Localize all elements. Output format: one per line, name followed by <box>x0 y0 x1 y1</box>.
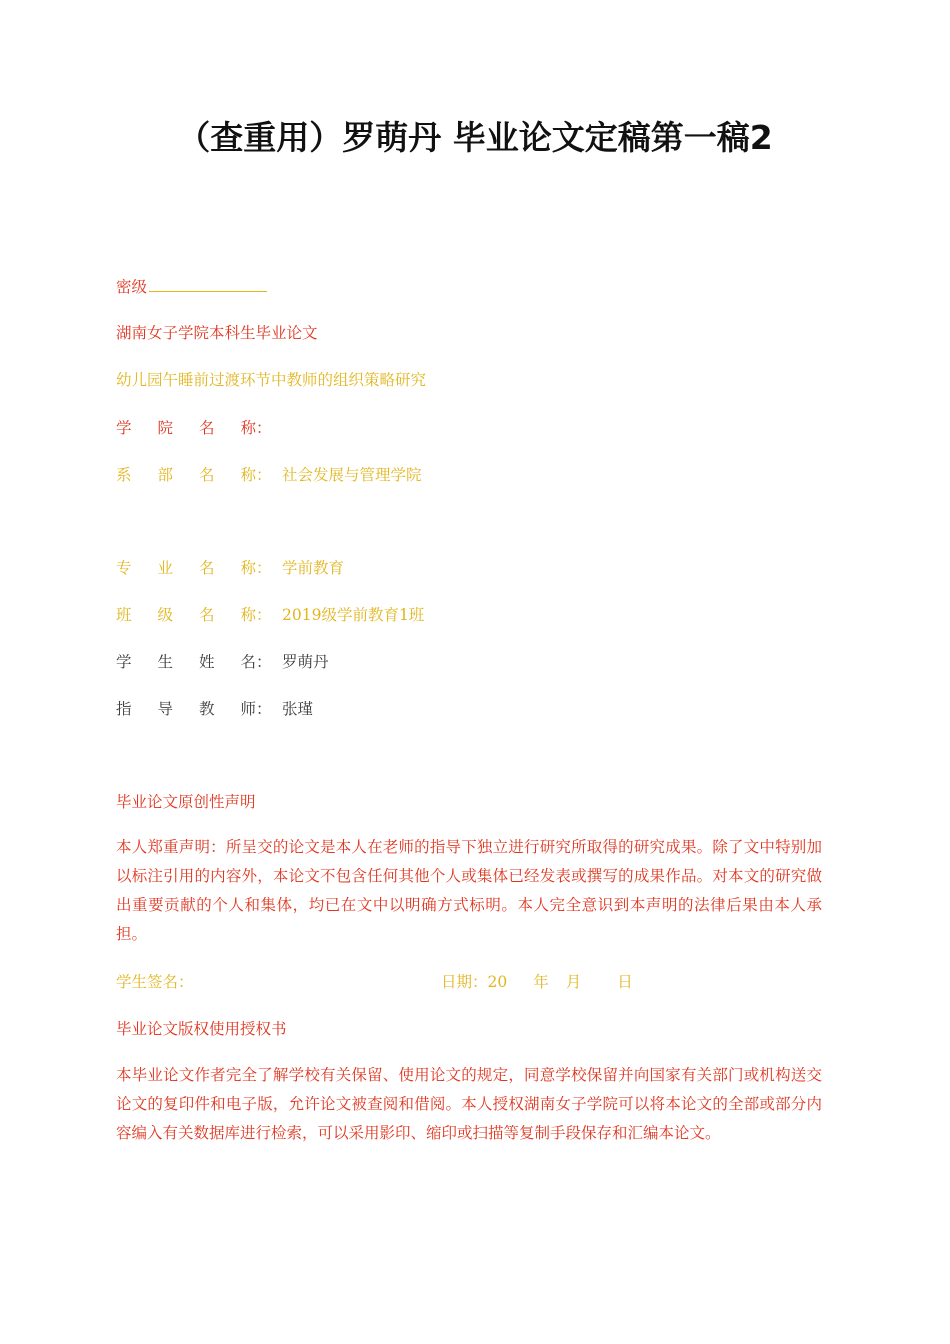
school-line: 湖南女子学院本科生毕业论文 <box>116 324 318 342</box>
field-label: 系 部 名 称： <box>116 466 272 484</box>
field-value: 社会发展与管理学院 <box>282 466 422 484</box>
date-group <box>441 972 633 992</box>
field-value: 罗萌丹 <box>282 653 329 671</box>
authorization-body: 本毕业论文作者完全了解学校有关保留、使用论文的规定，同意学校保留并向国家有关部门或机构送交论文的复印件和电子版，允许论文被查阅和借阅。本人授权湖南女子学院可以将本论文的全部或部分内容编入有关数据库进行检索，可以采用影印、缩印或扫描等复制手段保存和汇编本论文。 <box>116 1066 822 1142</box>
secrecy-label: 密级 <box>116 278 148 296</box>
authorization-heading: 毕业论文版权使用授权书 <box>116 1020 287 1038</box>
field-value: 2019级学前教育1班 <box>282 606 425 624</box>
field-student-name <box>116 652 329 672</box>
document-title: （查重用）罗萌丹 毕业论文定稿第一稿2 <box>177 118 773 157</box>
field-class <box>116 605 424 625</box>
field-label: 班 级 名 称： <box>116 606 272 624</box>
field-label: 学 生 姓 名： <box>116 653 272 671</box>
date-year: 年 <box>533 973 549 991</box>
student-signature-label: 学生签名： <box>116 973 194 991</box>
field-department <box>116 465 422 485</box>
field-advisor <box>116 699 313 719</box>
field-label: 学 院 名 称： <box>116 419 272 437</box>
field-value: 张瑾 <box>282 700 314 718</box>
date-month: 月 <box>565 973 582 991</box>
field-label: 专 业 名 称： <box>116 559 272 577</box>
declaration-heading: 毕业论文原创性声明 <box>116 793 256 811</box>
field-label: 指 导 教 师： <box>116 700 272 718</box>
field-college <box>116 418 282 438</box>
field-major <box>116 558 344 578</box>
signature-line <box>116 972 836 992</box>
declaration-body: 本人郑重声明：所呈交的论文是本人在老师的指导下独立进行研究所取得的研究成果。除了文中特别加以标注引用的内容外，本论文不包含任何其他个人或集体已经发表或撰写的成果作品。对本文的研究做出重要贡献的个人和集体，均已在文中以明确方式标明。本人完全意识到本声明的法律后果由本人承担。 <box>116 838 822 943</box>
secrecy-blank <box>149 276 267 292</box>
thesis-title: 幼儿园午睡前过渡环节中教师的组织策略研究 <box>116 371 427 389</box>
date-day: 日 <box>617 973 633 991</box>
date-label: 日期：20 <box>441 973 508 991</box>
field-value: 学前教育 <box>282 559 345 577</box>
secrecy-line <box>116 276 267 297</box>
